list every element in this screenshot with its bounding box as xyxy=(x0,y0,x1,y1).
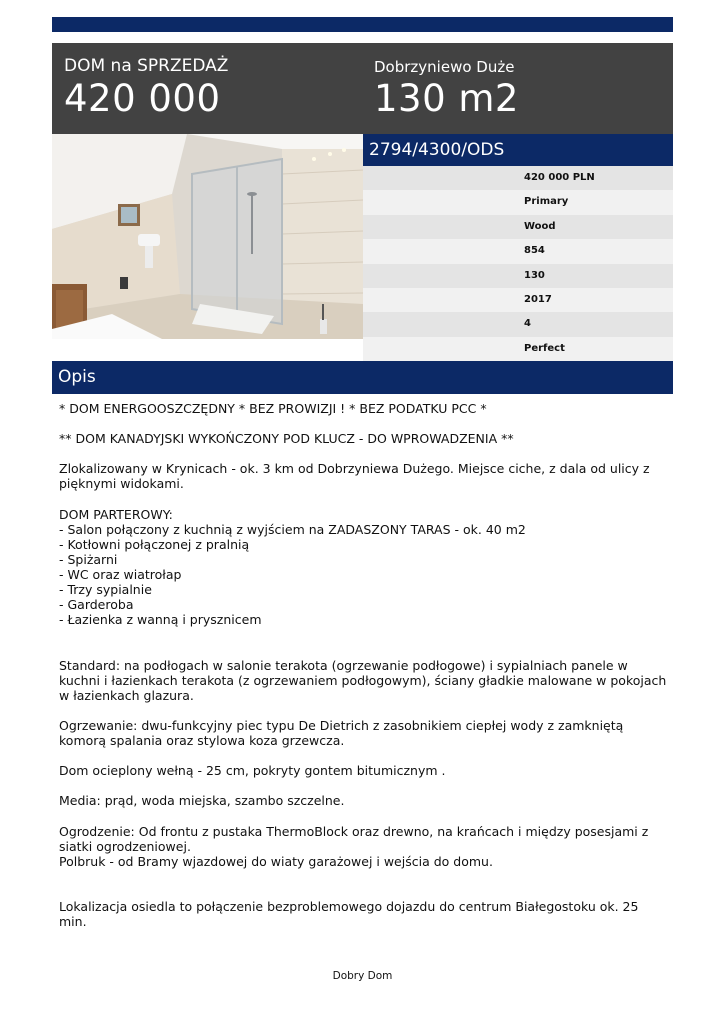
description-paragraph: ** DOM KANADYJSKI WYKOŃCZONY POD KLUCZ - DO WPROWADZENIA ** xyxy=(59,431,514,447)
spec-row: 420 000 PLN xyxy=(363,166,673,190)
spec-row: 854 xyxy=(363,239,673,263)
property-photo xyxy=(52,134,363,339)
description-paragraph: Lokalizacja osiedla to połączenie bezproblemowego dojazdu do centrum Białegostoku ok. 25 min. xyxy=(59,899,639,930)
spec-row: Wood xyxy=(363,215,673,239)
location-block xyxy=(374,43,519,119)
spec-row: 130 xyxy=(363,264,673,288)
listing-type-label: DOM na SPRZEDAŻ xyxy=(64,56,229,76)
description-paragraph: * DOM ENERGOOSZCZĘDNY * BEZ PROWIZJI ! * BEZ PODATKU PCC * xyxy=(59,401,487,416)
listing-reference: 2794/4300/ODS xyxy=(363,134,673,166)
description-paragraph: Dom ocieplony wełną - 25 cm, pokryty gontem bitumicznym . xyxy=(59,763,446,779)
spec-row: 4 xyxy=(363,312,673,336)
description-paragraph: Ogrzewanie: dwu-funkcyjny piec typu De Dietrich z zasobnikiem ciepłej wody z zamkniętą komorą spalania oraz stylowa koza grzewcza. xyxy=(59,717,624,749)
listing-price: 420 000 xyxy=(64,77,221,120)
description-paragraph: Zlokalizowany w Krynicach - ok. 3 km od Dobrzyniewa Dużego. Miejsce ciche, z dala od ulicy z pięknymi widokami. xyxy=(59,461,650,492)
description-heading: Opis xyxy=(52,361,673,394)
spec-row: Perfect xyxy=(363,337,673,361)
description-paragraph xyxy=(59,643,669,658)
description-body xyxy=(59,401,669,944)
spec-row: Primary xyxy=(363,190,673,214)
description-paragraph: Standard: na podłogach w salonie terakota (ogrzewanie podłogowe) i sypialniach panele w kuchni i łazienkach terakota (z ogrzewaniem podłogowym), ściany gładkie malowane w pokojach w łazienkach glazura. xyxy=(59,657,667,703)
listing-location: Dobrzyniewo Duże xyxy=(374,58,515,76)
description-paragraph: Media: prąd, woda miejska, szambo szczelne. xyxy=(59,793,345,809)
listing-area: 130 m2 xyxy=(374,77,519,120)
spec-row: 2017 xyxy=(363,288,673,312)
price-block xyxy=(64,43,228,119)
description-paragraph: DOM PARTEROWY: - Salon połączony z kuchnią z wyjściem na ZADASZONY TARAS - ok. 40 m2 - Kotłowni połączonej z pralnią - Spiżarni - WC oraz wiatrołap - Trzy sypialnie - Garderoba - Łazienka z wanną i prysznicem xyxy=(59,506,526,628)
description-paragraph xyxy=(59,884,669,899)
top-accent-bar xyxy=(52,17,673,32)
description-paragraph: Ogrodzenie: Od frontu z pustaka ThermoBlock oraz drewno, na krańcach i między posesjami z siatki ogrodzeniowej. Polbruk - od Bramy wjazdowej do wiaty garażowej i wejścia do domu. xyxy=(59,823,649,869)
footer-agency: Dobry Dom xyxy=(332,970,393,982)
listing-header xyxy=(52,43,673,134)
spec-table xyxy=(363,166,673,361)
